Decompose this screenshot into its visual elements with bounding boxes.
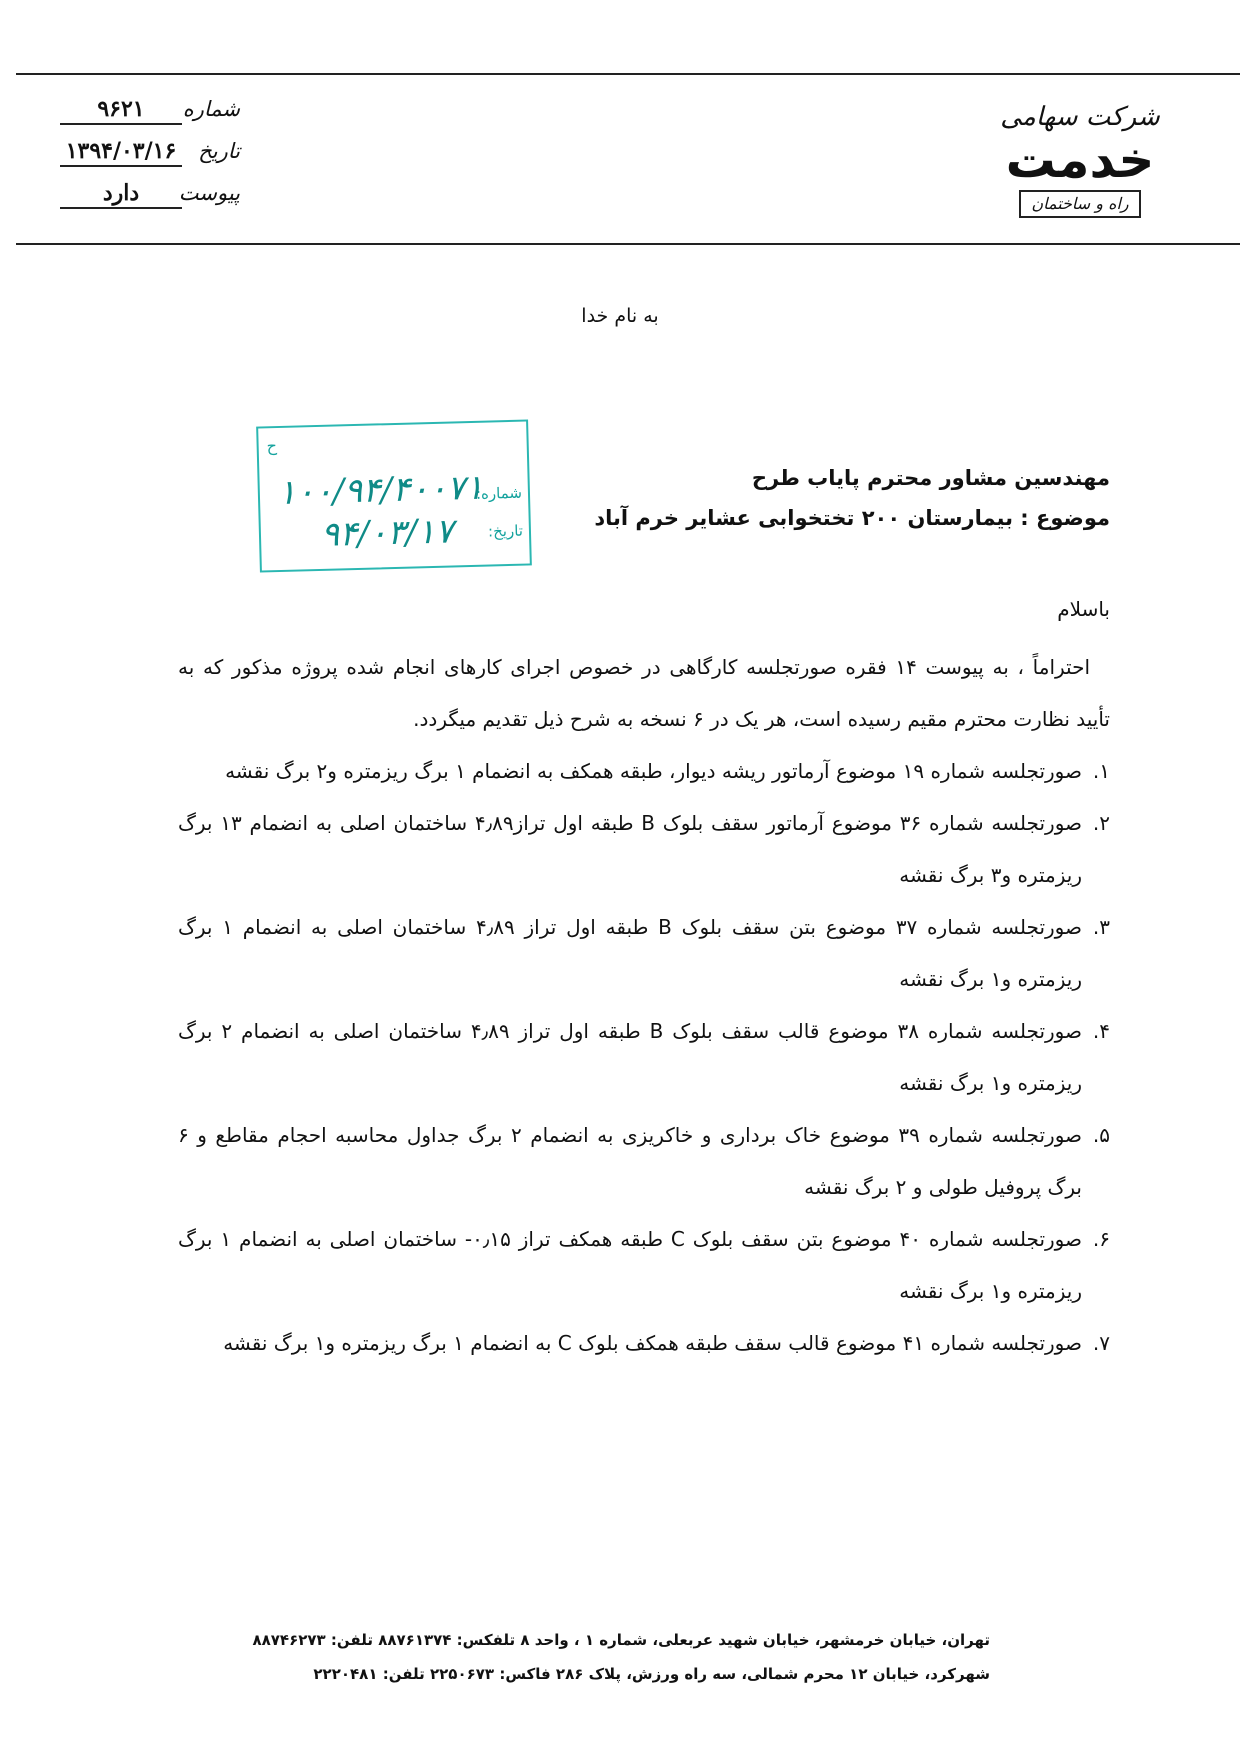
- header-bottom-rule: [16, 243, 1240, 245]
- stamp-date-label: تاریخ:: [487, 521, 524, 541]
- stamp-date-value: ۹۴/۰۳/۱۷: [320, 511, 454, 555]
- list-item-number: ۵.: [1092, 1123, 1110, 1147]
- list-item: [178, 1317, 1110, 1369]
- list-item: [178, 901, 1110, 1005]
- recipient-line: مهندسین مشاور محترم پایاب طرح: [751, 466, 1110, 490]
- list-item: [178, 1109, 1110, 1213]
- stamp-code: ح: [266, 436, 278, 456]
- meta-attachment-row: [60, 180, 240, 222]
- meta-number-label: شماره: [182, 97, 240, 121]
- list-item-text: صورتجلسه شماره ۳۸ موضوع قالب سقف بلوک B طبقه اول تراز ۴٫۸۹ ساختمان اصلی به انضمام ۲ برگ ریزمتره و۱ برگ نقشه: [178, 1019, 1082, 1095]
- meta-date-label: تاریخ: [198, 139, 240, 163]
- list-item-text: صورتجلسه شماره ۴۱ موضوع قالب سقف طبقه همکف بلوک C به انضمام ۱ برگ ریزمتره و۱ برگ نقشه: [223, 1331, 1082, 1355]
- meta-number-row: [60, 96, 240, 138]
- meta-number-value: ۹۶۲۱: [60, 96, 182, 125]
- letter-body: [178, 595, 1110, 1369]
- greeting: باسلام: [1057, 597, 1110, 621]
- logo-company-text: شرکت سهامی: [1000, 102, 1160, 132]
- footer-address-tehran: تهران، خیابان خرمشهر، خیابان شهید عربعلی، شماره ۱ ، واحد ۸ تلفکس: ۸۸۷۶۱۳۷۴ تلفن: ۸۸۷۴۶۲۷۳: [252, 1631, 990, 1649]
- minutes-list: [178, 745, 1110, 1369]
- list-item: [178, 1005, 1110, 1109]
- stamp-number-value: ۱۰۰/۹۴/۴۰۰۷۱: [277, 467, 484, 514]
- list-item-number: ۲.: [1092, 811, 1110, 835]
- meta-attachment-value: دارد: [60, 180, 182, 209]
- list-item-number: ۱.: [1092, 759, 1110, 783]
- meta-date-row: [60, 138, 240, 180]
- intro-paragraph: احتراماً ، به پیوست ۱۴ فقره صورتجلسه کارگاهی در خصوص اجرای کارهای انجام شده پروژه مذکور که به تأیید نظارت محترم مقیم رسیده است، هر یک در ۶ نسخه به شرح ذیل تقدیم میگردد.: [178, 655, 1110, 731]
- letter-footer: [252, 1623, 990, 1691]
- list-item-number: ۳.: [1092, 915, 1110, 939]
- list-item: [178, 745, 1110, 797]
- list-item-number: ۶.: [1092, 1227, 1110, 1251]
- logo-subtitle: راه و ساختمان: [1019, 190, 1140, 218]
- list-item-number: ۴.: [1092, 1019, 1110, 1043]
- meta-attachment-label: پیوست: [178, 181, 240, 205]
- subject-line: موضوع : بیمارستان ۲۰۰ تختخوابی عشایر خرم آباد: [594, 506, 1110, 530]
- header-top-rule: [16, 73, 1240, 75]
- addressee-block: [410, 458, 1110, 538]
- list-item-text: صورتجلسه شماره ۴۰ موضوع بتن سقف بلوک C طبقه همکف تراز ۰٫۱۵- ساختمان اصلی به انضمام ۱ برگ ریزمتره و۱ برگ نقشه: [178, 1227, 1082, 1303]
- meta-date-value: ۱۳۹۴/۰۳/۱۶: [60, 138, 182, 167]
- logo-brand-text: خدمت: [1005, 131, 1155, 189]
- list-item: [178, 797, 1110, 901]
- list-item: [178, 1213, 1110, 1317]
- footer-address-shahrekord: شهرکرد، خیابان ۱۲ محرم شمالی، سه راه ورزش، پلاک ۲۸۶ فاکس: ۲۲۵۰۶۷۳ تلفن: ۲۲۲۰۴۸۱: [313, 1665, 990, 1683]
- list-item-text: صورتجلسه شماره ۱۹ موضوع آرماتور ریشه دیوار، طبقه همکف به انضمام ۱ برگ ریزمتره و۲ برگ نقشه: [225, 759, 1082, 783]
- list-item-number: ۷.: [1092, 1331, 1110, 1355]
- company-logo: [995, 100, 1165, 218]
- list-item-text: صورتجلسه شماره ۳۹ موضوع خاک برداری و خاکریزی به انضمام ۲ برگ جداول محاسبه احجام مقاطع و ۶ برگ پروفیل طولی و ۲ برگ نقشه: [178, 1123, 1083, 1199]
- letter-meta-block: [60, 96, 240, 222]
- basmala-heading: به نام خدا: [581, 305, 659, 327]
- list-item-text: صورتجلسه شماره ۳۷ موضوع بتن سقف بلوک B طبقه اول تراز ۴٫۸۹ ساختمان اصلی به انضمام ۱ برگ ریزمتره و۱ برگ نقشه: [178, 915, 1082, 991]
- stamp-number-label: شماره:: [475, 483, 523, 503]
- list-item-text: صورتجلسه شماره ۳۶ موضوع آرماتور سقف بلوک B طبقه اول تراز۴٫۸۹ ساختمان اصلی به انضمام ۱۳ برگ ریزمتره و۳ برگ نقشه: [178, 811, 1083, 887]
